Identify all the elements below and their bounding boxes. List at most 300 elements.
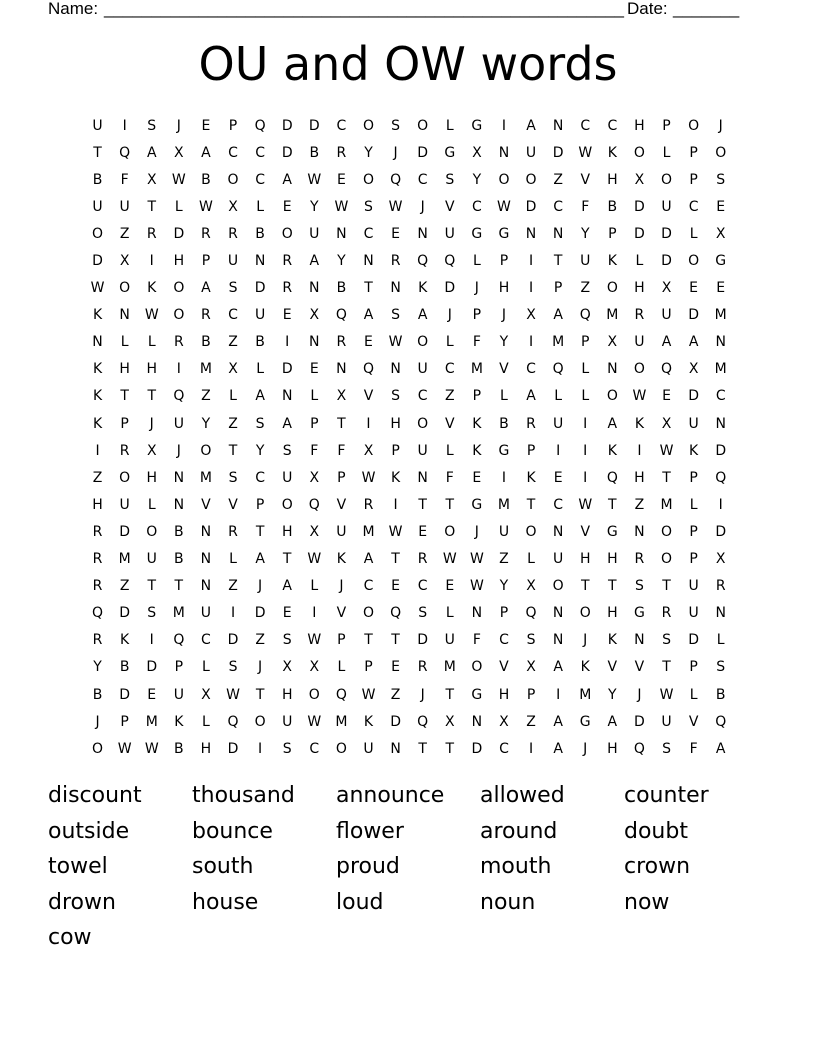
grid-cell: U [444,225,455,242]
grid-cell: B [255,225,265,242]
grid-cell: D [227,740,239,757]
grid-cell: C [255,469,265,486]
grid-cell: E [282,605,292,622]
grid-cell: D [715,442,727,459]
grid-cell: H [607,740,618,757]
grid-cell: R [282,280,293,297]
grid-cell: T [228,442,238,459]
grid-cell: H [146,361,157,378]
grid-cell: T [147,388,157,405]
grid-cell: I [149,632,154,649]
grid-cell: R [92,632,103,649]
grid-cell: Z [119,225,130,242]
grid-cell: T [445,686,455,703]
grid-cell: Y [201,415,211,432]
grid-cell: M [579,686,592,703]
grid-cell: J [149,415,154,432]
grid-cell: P [689,144,698,161]
grid-cell: L [202,659,210,676]
grid-cell: A [282,415,292,432]
grid-cell: L [147,334,156,351]
name-label: Name: [48,0,99,18]
grid-cell: I [312,605,317,622]
grid-cell: G [471,496,483,513]
grid-cell: E [553,469,563,486]
grid-cell: Q [173,388,185,405]
grid-cell: T [282,551,292,568]
grid-cell: M [199,469,212,486]
grid-cell: D [444,280,456,297]
grid-cell: U [309,225,320,242]
grid-cell: N [715,605,726,622]
grid-cell: U [200,605,212,622]
grid-cell: R [173,334,184,351]
grid-cell: N [390,740,401,757]
word-bank-item: around [480,818,558,844]
grid-cell: E [147,686,157,703]
grid-cell: X [309,469,320,486]
grid-cell: N [309,334,320,351]
grid-cell: U [661,198,672,215]
grid-cell: H [498,686,510,703]
grid-cell: O [119,469,131,486]
grid-cell: E [282,307,292,324]
grid-cell: H [390,415,401,432]
grid-cell: E [716,280,726,297]
grid-cell: S [364,198,373,215]
grid-cell: I [556,686,561,703]
grid-cell: B [309,144,320,161]
grid-cell: Z [119,578,130,595]
grid-cell: P [553,280,563,297]
grid-cell: A [553,740,563,757]
grid-cell: S [391,307,401,324]
grid-cell: T [445,496,455,513]
grid-cell: I [718,496,723,513]
word-bank-item: cow [48,925,92,951]
grid-cell: R [336,334,347,351]
grid-cell: K [689,442,699,459]
word-bank-item: loud [336,889,384,915]
word-bank-item: bounce [192,818,273,844]
grid-cell: W [144,307,159,324]
word-bank [48,778,768,956]
grid-cell: U [661,307,672,324]
grid-cell: N [390,280,401,297]
grid-cell: I [95,442,100,459]
grid-cell: C [580,117,591,134]
grid-cell: V [634,659,645,676]
grid-cell: T [418,740,427,757]
grid-cell: T [93,144,102,161]
grid-cell: Q [417,253,429,270]
grid-cell: L [527,551,535,568]
grid-cell: P [364,659,373,676]
grid-cell: S [282,632,292,649]
grid-cell: Y [472,171,482,188]
grid-cell: O [715,144,727,161]
grid-cell: Q [390,171,402,188]
grid-cell: L [445,442,454,459]
grid-cell: D [119,605,131,622]
word-bank-item: thousand [192,783,295,808]
grid-cell: M [714,361,727,378]
grid-cell: Z [255,632,265,649]
grid-cell: U [661,713,672,730]
grid-cell: U [553,551,564,568]
grid-cell: R [390,253,401,270]
grid-cell: W [361,469,376,486]
grid-cell: S [662,740,671,757]
grid-cell: N [715,415,726,432]
grid-cell: S [716,659,726,676]
grid-cell: C [499,632,509,649]
grid-cell: A [363,551,374,568]
grid-cell: B [336,280,347,297]
grid-cell: B [715,686,726,703]
grid-cell: J [474,280,479,297]
grid-cell: N [471,605,483,622]
grid-cell: V [580,171,591,188]
grid-cell: U [688,578,699,595]
grid-cell: X [661,415,672,432]
grid-cell: M [714,307,727,324]
grid-cell: Q [525,605,537,622]
grid-cell: P [689,469,698,486]
grid-cell: E [391,225,400,242]
grid-cell: D [173,225,185,242]
grid-cell: X [444,713,455,730]
grid-cell: W [578,144,593,161]
grid-cell: I [176,361,181,378]
grid-cell: Y [499,334,509,351]
grid-cell: Z [228,415,238,432]
grid-cell: X [607,334,618,351]
grid-cell: G [471,117,483,134]
header-line [48,0,748,22]
grid-cell: Q [92,605,104,622]
grid-cell: C [553,496,564,513]
grid-cell: P [391,442,400,459]
grid-cell: K [120,632,130,649]
grid-cell: L [445,334,454,351]
grid-cell: W [117,740,132,757]
grid-cell: K [390,469,401,486]
grid-cell: X [526,659,536,676]
word-bank-item: drown [48,889,116,915]
grid-cell: N [552,225,564,242]
grid-cell: S [526,632,536,649]
grid-cell: S [716,171,726,188]
grid-cell: O [92,225,104,242]
grid-cell: H [200,740,212,757]
grid-cell: L [662,144,671,161]
grid-cell: N [309,280,320,297]
grid-cell: L [256,361,265,378]
grid-cell: V [688,713,699,730]
grid-cell: F [310,442,319,459]
grid-cell: H [281,523,293,540]
grid-cell: I [501,469,507,486]
grid-cell: X [715,225,726,242]
grid-cell: B [92,686,103,703]
grid-cell: U [634,334,645,351]
grid-cell: D [281,144,293,161]
word-bank-item: announce [336,783,445,808]
grid-cell: E [201,117,211,134]
grid-cell: W [307,551,322,568]
grid-cell: P [472,388,482,405]
grid-cell: P [255,496,265,513]
grid-cell: W [226,686,240,703]
grid-cell: O [200,442,212,459]
grid-cell: C [309,740,320,757]
grid-cell: O [227,171,239,188]
grid-cell: J [501,307,507,324]
grid-cell: N [607,361,618,378]
grid-cell: D [688,632,699,649]
grid-cell: O [633,361,645,378]
grid-cell: I [122,117,127,134]
grid-cell: R [228,225,238,242]
grid-cell: X [499,713,509,730]
word-bank-item: flower [336,818,404,844]
grid-cell: Q [661,361,673,378]
grid-cell: T [608,578,617,595]
grid-cell: H [607,551,618,568]
grid-cell: F [445,469,454,486]
grid-cell: U [498,523,510,540]
grid-cell: W [442,551,457,568]
grid-cell: L [310,388,319,405]
grid-cell: U [688,605,699,622]
grid-cell: K [363,713,374,730]
grid-cell: H [146,469,157,486]
grid-cell: K [607,253,617,270]
grid-cell: W [361,686,376,703]
grid-cell: U [363,740,374,757]
grid-cell: R [146,225,157,242]
grid-cell: X [119,253,130,270]
grid-cell: N [417,469,428,486]
grid-cell: L [689,686,698,703]
grid-cell: V [444,415,455,432]
grid-cell: A [363,307,374,324]
grid-cell: Z [201,388,211,405]
grid-cell: O [606,280,618,297]
grid-cell: S [391,117,401,134]
grid-cell: L [689,496,698,513]
grid-cell: X [309,307,320,324]
grid-cell: K [634,415,645,432]
grid-cell: W [144,740,159,757]
grid-cell: A [553,713,563,730]
grid-cell: R [201,307,211,324]
grid-cell: O [688,253,700,270]
grid-cell: D [525,198,537,215]
grid-cell: B [174,551,184,568]
grid-cell: J [447,307,452,324]
grid-cell: X [228,361,238,378]
grid-cell: E [472,469,482,486]
grid-cell: D [281,117,293,134]
grid-cell: B [201,334,211,351]
grid-cell: O [308,686,320,703]
grid-cell: U [92,117,103,134]
grid-cell: C [336,117,347,134]
grid-cell: D [92,253,103,270]
grid-cell: X [526,307,536,324]
grid-cell: C [715,388,726,405]
grid-cell: K [418,280,428,297]
grid-cell: N [119,307,130,324]
grid-cell: M [199,361,212,378]
grid-cell: Z [526,713,536,730]
grid-cell: N [254,253,266,270]
grid-cell: E [391,659,400,676]
grid-cell: Y [499,578,509,595]
date-label: Date: [627,0,668,18]
grid-cell: V [336,605,347,622]
grid-cell: T [445,740,455,757]
grid-cell: V [336,496,347,513]
grid-cell: A [526,388,536,405]
grid-cell: J [258,659,263,676]
grid-cell: X [715,551,726,568]
word-bank-item: south [192,854,254,880]
grid-cell: P [689,659,698,676]
grid-cell: X [309,659,320,676]
grid-cell: R [715,578,726,595]
grid-cell: O [119,280,131,297]
grid-cell: N [200,578,212,595]
grid-cell: D [308,117,320,134]
grid-cell: P [662,117,671,134]
grid-cell: V [201,496,211,513]
grid-cell: Q [254,117,266,134]
grid-cell: V [444,198,455,215]
grid-cell: R [228,523,238,540]
grid-cell: K [336,551,346,568]
grid-cell: W [497,198,511,215]
grid-cell: J [339,578,344,595]
grid-cell: K [607,632,617,649]
grid-cell: S [445,171,455,188]
grid-cell: A [255,551,265,568]
grid-cell: Q [417,713,429,730]
grid-cell: O [661,171,673,188]
grid-cell: D [688,307,699,324]
grid-cell: O [417,415,429,432]
grid-cell: A [553,659,563,676]
grid-cell: T [147,578,157,595]
grid-cell: G [444,144,456,161]
grid-cell: R [336,144,347,161]
grid-cell: Z [92,469,103,486]
grid-cell: P [120,713,129,730]
grid-cell: U [282,713,293,730]
grid-cell: V [580,523,591,540]
grid-cell: I [258,740,263,757]
grid-cell: B [174,740,184,757]
grid-cell: G [498,225,510,242]
grid-cell: N [715,334,726,351]
grid-cell: Y [608,686,617,703]
grid-cell: M [470,361,483,378]
grid-cell: R [634,307,645,324]
grid-cell: I [149,253,154,270]
grid-cell: Z [228,334,238,351]
grid-cell: O [417,117,429,134]
grid-cell: L [120,334,129,351]
grid-cell: U [580,253,591,270]
grid-cell: D [119,523,131,540]
grid-cell: X [228,198,238,215]
grid-cell: N [173,469,185,486]
grid-cell: G [633,605,645,622]
grid-cell: J [583,632,588,649]
grid-cell: X [201,686,211,703]
grid-cell: Q [715,713,727,730]
grid-cell: R [417,659,428,676]
grid-cell: I [528,740,534,757]
grid-cell: D [281,361,293,378]
grid-cell: N [363,253,374,270]
grid-cell: L [445,117,454,134]
grid-cell: A [688,334,699,351]
grid-cell: C [499,740,509,757]
grid-cell: D [254,605,266,622]
grid-cell: A [309,253,320,270]
grid-cell: C [417,578,428,595]
grid-cell: X [282,659,292,676]
grid-cell: V [499,659,509,676]
grid-cell: C [201,632,211,649]
grid-cell: Q [362,361,374,378]
grid-cell: O [579,605,591,622]
grid-cell: W [388,198,403,215]
grid-cell: P [581,334,590,351]
grid-cell: I [528,280,534,297]
grid-cell: D [552,144,564,161]
grid-cell: N [200,523,212,540]
grid-cell: I [393,496,398,513]
grid-cell: R [282,253,293,270]
grid-cell: W [307,171,322,188]
grid-cell: W [307,632,322,649]
grid-cell: R [634,551,645,568]
grid-cell: T [662,578,671,595]
grid-cell: Z [580,280,591,297]
grid-cell: S [255,415,265,432]
grid-cell: E [418,523,428,540]
grid-cell: P [120,415,129,432]
grid-cell: K [174,713,184,730]
grid-cell: Y [93,659,102,676]
grid-cell: K [607,144,617,161]
grid-cell: O [606,388,618,405]
grid-cell: O [498,171,510,188]
grid-cell: H [634,469,645,486]
grid-cell: O [552,578,564,595]
grid-cell: I [285,334,290,351]
grid-cell: N [552,523,564,540]
grid-cell: L [229,551,237,568]
grid-cell: M [172,605,185,622]
grid-cell: P [337,632,346,649]
grid-cell: Y [310,198,319,215]
grid-cell: N [281,388,293,405]
